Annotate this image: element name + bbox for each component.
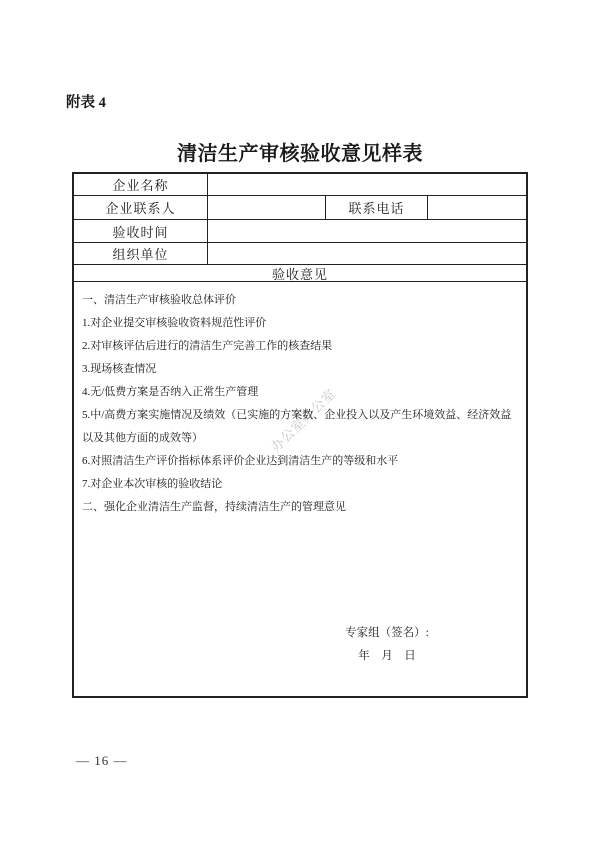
watermark: 办公室办公室 (267, 385, 339, 455)
table-row (74, 174, 526, 196)
opinion-section-header: 验收意见 (271, 266, 328, 282)
page-number: — 16 — (76, 753, 128, 768)
phone-label: 联系电话 (326, 196, 428, 219)
company-name-field[interactable] (208, 174, 526, 195)
opinion-item: 一、清洁生产审核验收总体评价 (82, 294, 236, 306)
opinion-item: 二、强化企业清洁生产监督，持续清洁生产的管理意见 (82, 501, 346, 513)
form-title: 清洁生产审核验收意见样表 (177, 143, 423, 165)
contact-person-field[interactable] (208, 196, 326, 219)
acceptance-time-field[interactable] (208, 220, 526, 242)
date-line: 年 月 日 (358, 650, 416, 662)
opinion-item: 1.对企业提交审核验收资料规范性评价 (82, 317, 267, 329)
phone-field[interactable] (428, 196, 526, 219)
expert-group-signature-label: 专家组（签名）: (345, 627, 429, 639)
opinion-body (74, 282, 526, 696)
opinion-item: 7.对企业本次审核的验收结论 (82, 478, 223, 490)
table-row (74, 265, 526, 282)
organizer-field[interactable] (208, 243, 526, 264)
annex-label: 附表 4 (66, 95, 106, 111)
opinion-item: 2.对审核评估后进行的清洁生产完善工作的核查结果 (82, 340, 333, 352)
opinion-item: 5.中/高费方案实施情况及绩效（已实施的方案数、企业投入以及产生环境效益、经济效益以及其他方面的成效等） (82, 409, 512, 444)
opinion-item: 6.对照清洁生产评价指标体系评价企业达到清洁生产的等级和水平 (82, 455, 399, 467)
acceptance-time-label: 验收时间 (74, 220, 208, 242)
contact-person-label: 企业联系人 (74, 196, 208, 219)
acceptance-form-table (72, 172, 528, 698)
organizer-label: 组织单位 (74, 243, 208, 264)
table-row (74, 196, 526, 220)
table-row (74, 220, 526, 243)
opinion-item: 3.现场核查情况 (82, 363, 157, 375)
company-name-label: 企业名称 (74, 174, 208, 195)
table-row (74, 243, 526, 265)
opinion-item: 4.无/低费方案是否纳入正常生产管理 (82, 386, 259, 398)
signature-block (327, 622, 447, 668)
